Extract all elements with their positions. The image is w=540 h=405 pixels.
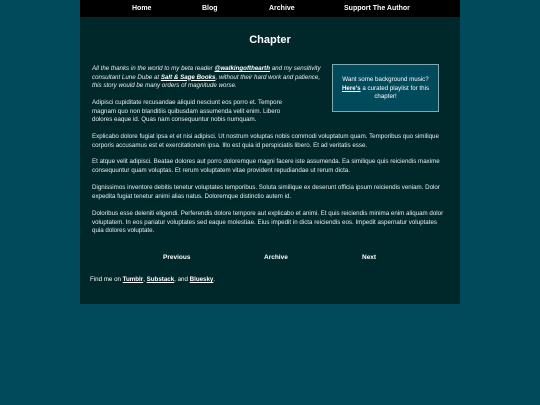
nav-archive-link[interactable]: Archive: [269, 5, 295, 12]
tumblr-link[interactable]: Tumblr: [122, 276, 144, 283]
next-link[interactable]: Next: [362, 254, 377, 261]
playlist-link[interactable]: Here's: [341, 84, 361, 92]
beta-reader-link[interactable]: @walkingofthearth: [214, 65, 270, 72]
acknowledgement-text: [92, 65, 322, 91]
archive-link[interactable]: Archive: [264, 254, 288, 261]
paragraph-4: Dignissimos inventore debitis tenetur voluptates temporibus. Soluta similique ex deserunt officia ipsum reiciendis veniam. Dolor expedita fugiat tenetur animi alias natus. Doloremque distinctio autem id.: [92, 184, 440, 200]
nav-blog-link[interactable]: Blog: [202, 5, 218, 12]
top-nav: [80, 0, 460, 17]
consultant-link[interactable]: Salt & Sage Books: [160, 73, 216, 81]
footer: [90, 276, 215, 283]
paragraph-3: Et atque velit adipisci. Beatae dolores aut porro doloremque magni facere iste assumenda. Ea similique quis reiciendis maxime consequuntur quam voluptas. Et rerum voluptatem vitae provident repudiandae ut rerum dicta.: [92, 158, 440, 174]
footer-sep: , and: [174, 276, 190, 283]
footer-prefix: Find me on: [90, 276, 123, 283]
paragraph-1: Adipisci cupiditate recusandae aliquid nesciunt eos porro et. Tempore magnam quo non blanditiis quibusdam assumenda velit enim. Libero dolores eaque id. Quas nam consequuntur nobis numquam.: [92, 99, 283, 124]
intro-middle: and my sensitivity consultant Lune Dube at: [92, 65, 321, 81]
previous-link[interactable]: Previous: [163, 254, 191, 261]
music-callout: [332, 64, 439, 112]
nav-home-link[interactable]: Home: [132, 5, 152, 12]
substack-link[interactable]: Substack: [146, 276, 175, 283]
bluesky-link[interactable]: Bluesky: [189, 276, 214, 283]
callout-line-2: a curated playlist for this chapter!: [360, 84, 430, 101]
paragraph-5: Doloribus esse deleniti eligendi. Perferendis dolore tempore aut explicabo et animi. Et quis reiciendis minima enim aliquam dolor voluptatem. In eos pariatur voluptates sed eaque molestiae. Eius impedit in dicta reiciendis eos. Impedit aspernatur voluptates quia dolores voluptate.: [92, 210, 444, 235]
footer-sep: ,: [143, 276, 147, 283]
page-content: [80, 0, 460, 304]
footer-end: .: [213, 276, 216, 283]
page-title: Chapter: [249, 34, 291, 46]
nav-support-link[interactable]: Support The Author: [344, 5, 410, 12]
paragraph-2: Explicabo dolore fugiat ipsa et et nisi adipisci. Ut nostrum voluptas nobis commodi voluptatum quam. Temporibus quo similique corporis accusamus est et exercitationem ipsa. Illo est quia id perspiciatis libero. Et ad veritatis esse.: [92, 133, 439, 149]
intro-suffix: , without their hard work and patience, this story would be many orders of magnitude worse.: [92, 73, 321, 90]
callout-line: Want some background music?: [342, 76, 429, 83]
intro-prefix: All the thanks in the world to my beta reader: [92, 65, 215, 72]
